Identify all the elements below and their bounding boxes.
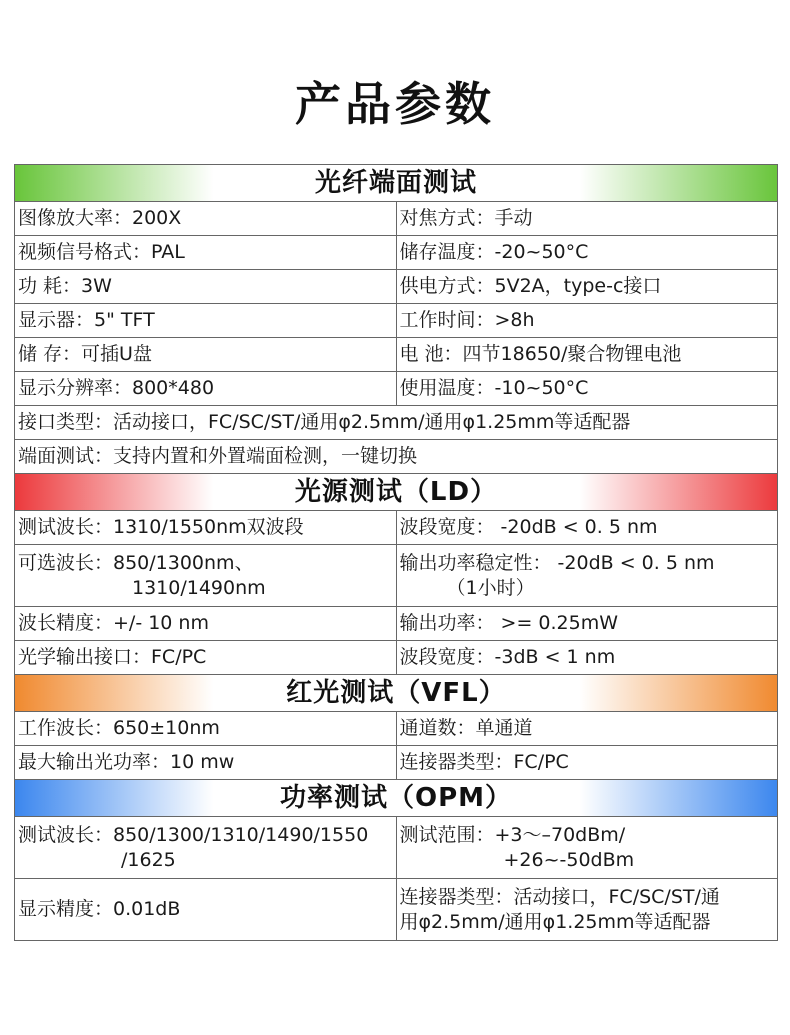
spec-cell: 电 池：四节18650/聚合物锂电池 <box>396 338 778 372</box>
spec-cell-wide: 接口类型：活动接口，FC/SC/ST/通用φ2.5mm/通用φ1.25mm等适配器 <box>15 406 778 440</box>
table-row <box>15 304 778 338</box>
spec-cell: 视频信号格式：PAL <box>15 236 397 270</box>
page-title: 产品参数 <box>295 77 495 131</box>
spec-cell <box>396 545 778 607</box>
spec-line: 可选波长：850/1300nm、 <box>18 551 254 574</box>
section-heading: 光源测试（LD） <box>15 474 778 511</box>
section-heading: 功率测试（OPM） <box>15 780 778 817</box>
spec-cell <box>396 879 778 941</box>
spec-cell: 显示器：5" TFT <box>15 304 397 338</box>
table-row <box>15 202 778 236</box>
spec-line: 用φ2.5mm/通用φ1.25mm等适配器 <box>399 910 711 933</box>
spec-cell: 图像放大率：200X <box>15 202 397 236</box>
table-row <box>15 712 778 746</box>
spec-cell: 最大输出光功率：10 mw <box>15 746 397 780</box>
table-row <box>15 545 778 607</box>
section-header-opm <box>15 780 778 817</box>
table-row <box>15 440 778 474</box>
table-row <box>15 746 778 780</box>
spec-line: /1625 <box>121 848 176 871</box>
spec-table <box>14 164 778 941</box>
spec-cell: 储存温度：-20~50°C <box>396 236 778 270</box>
spec-cell: 波段宽度：-3dB < 1 nm <box>396 641 778 675</box>
spec-cell: 工作时间：>8h <box>396 304 778 338</box>
spec-cell <box>15 817 397 879</box>
table-row <box>15 338 778 372</box>
spec-cell: 波长精度：+/- 10 nm <box>15 607 397 641</box>
spec-cell: 使用温度：-10~50°C <box>396 372 778 406</box>
table-row <box>15 406 778 440</box>
spec-cell: 波段宽度： -20dB < 0. 5 nm <box>396 511 778 545</box>
table-row <box>15 511 778 545</box>
spec-cell: 储 存：可插U盘 <box>15 338 397 372</box>
spec-cell: 工作波长：650±10nm <box>15 712 397 746</box>
spec-cell: 显示精度：0.01dB <box>15 879 397 941</box>
table-row <box>15 236 778 270</box>
table-row <box>15 372 778 406</box>
spec-cell <box>396 817 778 879</box>
spec-line: 测试波长：850/1300/1310/1490/1550 <box>18 823 369 846</box>
section-header-light-source <box>15 474 778 511</box>
spec-cell: 光学输出接口：FC/PC <box>15 641 397 675</box>
spec-cell: 输出功率： >= 0.25mW <box>396 607 778 641</box>
spec-cell: 显示分辨率：800*480 <box>15 372 397 406</box>
section-heading: 红光测试（VFL） <box>15 675 778 712</box>
spec-cell: 连接器类型：FC/PC <box>396 746 778 780</box>
section-header-vfl <box>15 675 778 712</box>
spec-cell: 对焦方式：手动 <box>396 202 778 236</box>
spec-cell: 测试波长：1310/1550nm双波段 <box>15 511 397 545</box>
spec-line: 输出功率稳定性： -20dB < 0. 5 nm <box>399 551 715 574</box>
spec-line: 测试范围：+3～–70dBm/ <box>399 823 626 846</box>
table-row <box>15 817 778 879</box>
spec-line: （1小时） <box>446 576 535 599</box>
section-header-fiber-endface <box>15 165 778 202</box>
spec-cell: 功 耗：3W <box>15 270 397 304</box>
spec-cell: 通道数：单通道 <box>396 712 778 746</box>
section-heading: 光纤端面测试 <box>15 165 778 202</box>
spec-line: 连接器类型：活动接口，FC/SC/ST/通 <box>399 885 720 908</box>
table-row <box>15 607 778 641</box>
spec-line: +26~-50dBm <box>503 848 635 871</box>
table-row <box>15 641 778 675</box>
spec-cell: 供电方式：5V2A，type-c接口 <box>396 270 778 304</box>
spec-line: 1310/1490nm <box>132 576 266 599</box>
table-row <box>15 270 778 304</box>
spec-cell <box>15 545 397 607</box>
table-row <box>15 879 778 941</box>
spec-cell-wide: 端面测试：支持内置和外置端面检测，一键切换 <box>15 440 778 474</box>
